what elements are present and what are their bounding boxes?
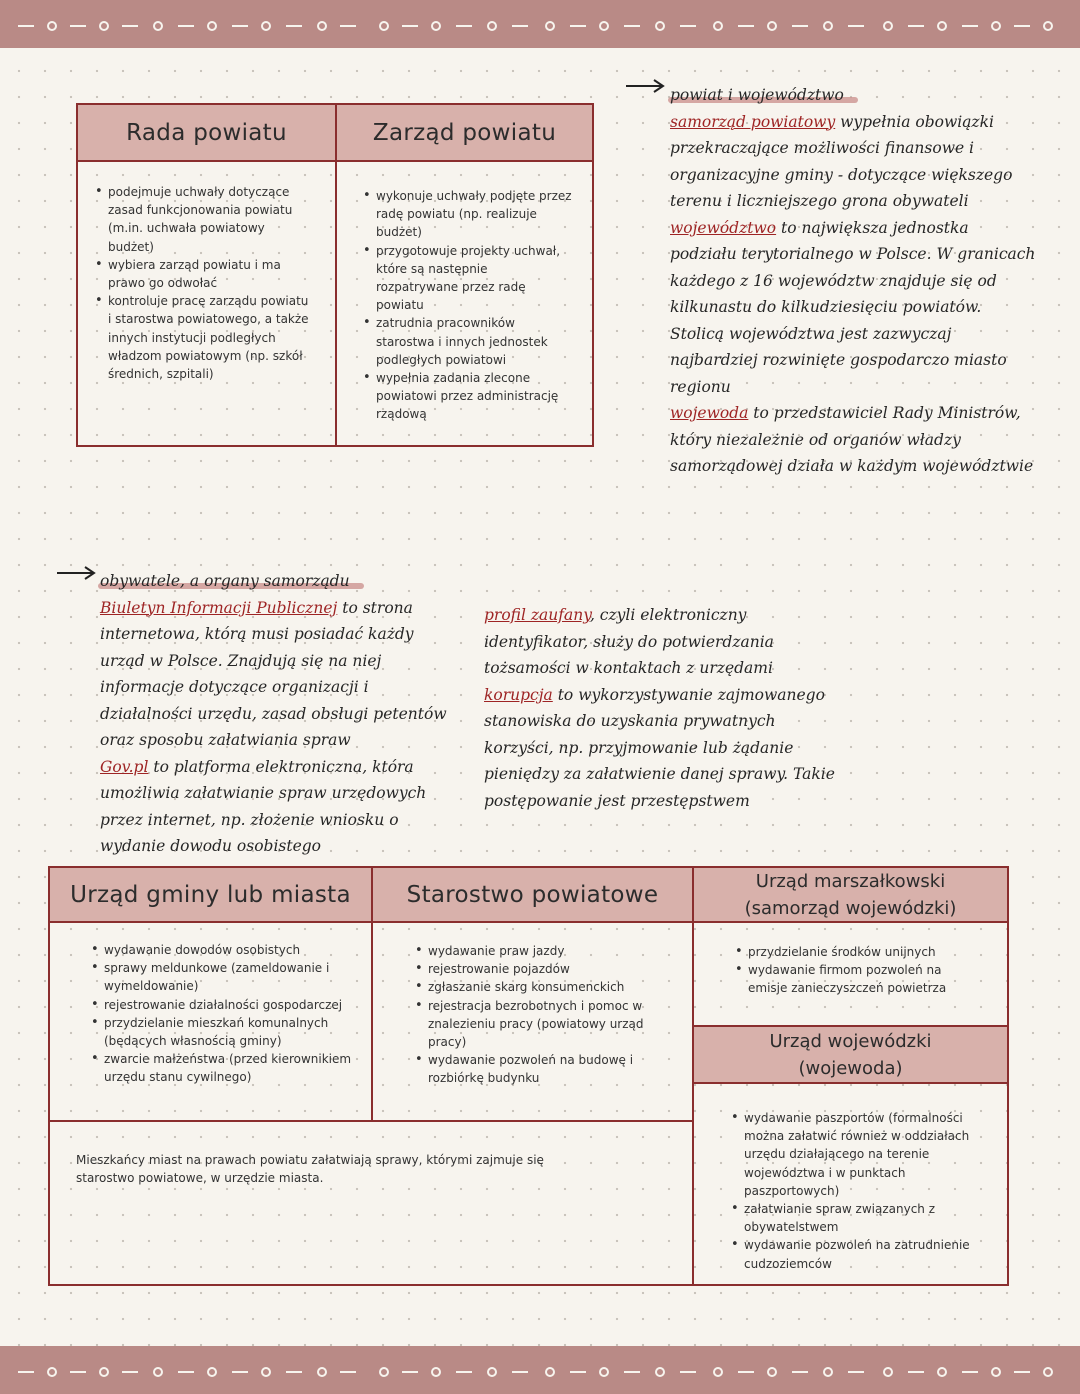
term: województwo [670, 218, 777, 237]
list-item: • wydawanie pozwoleń na zatrudnienie cudzoziemców [744, 1236, 970, 1272]
header-urzad-wojewodzki [694, 1025, 1007, 1084]
bottom-decorative-band [0, 1346, 1080, 1394]
term: Biuletyn Informacji Publicznej [100, 598, 338, 617]
term: Gov.pl [100, 757, 149, 776]
arrow-icon [55, 565, 99, 581]
list-item: • przydzielanie mieszkań komunalnych (będących własnością gminy) [104, 1014, 355, 1050]
cell-starostwo-duties [414, 942, 682, 1088]
definition: , czyli elektroniczny identyfikator, służy do potwierdzania tożsamości w kontaktach z urzędami [484, 606, 774, 677]
header-urzad-marszalkowski [694, 868, 1007, 923]
header-zarzad-powiatu [337, 105, 592, 162]
cell-marszalek-duties [734, 943, 984, 998]
paragraph [670, 109, 1040, 215]
header-marszalek-label: Urząd marszałkowski (samorząd wojewódzki) [744, 870, 957, 919]
list-item: • rejestracja bezrobotnych i pomoc w znalezieniu pracy (powiatowy urząd pracy) [428, 997, 682, 1052]
definition: to wykorzystywanie zajmowanego stanowiska do uzyskania prywatnych korzyści, np. przyjmowanie lub żądanie pieniędzy za załatwienie danej sprawy. Takie postępowanie jest przestępstwem [484, 685, 835, 810]
note-profil-korupcja [484, 602, 844, 814]
table-divider [371, 868, 373, 1122]
paragraph [100, 595, 450, 754]
definition: to największa jednostka podziału terytorialnego w Polsce. W granicach każdego z 16 województw znajduje się od kilkunastu do kilkudziesięciu powiatów. Stolicą województwa jest zazwyczaj najbardziej rozwinięte gospodarczo miasto regionu [670, 218, 1036, 396]
term: wojewoda [670, 404, 749, 422]
list-item: • kontroluje pracę zarządu powiatu i starostwa powiatowego, a także innych instytucji podległych władzom powiatowym (np. szkół średnich, szpitali) [108, 292, 314, 383]
list-item: • załatwianie spraw związanych z obywatelstwem [744, 1200, 970, 1236]
header-starostwo [373, 868, 692, 923]
list-item: • zgłaszanie skarg konsumenckich [428, 978, 682, 996]
header-starostwo-label: Starostwo powiatowe [406, 881, 659, 908]
header-rada-label: Rada powiatu [126, 119, 287, 146]
paragraph [484, 602, 844, 682]
note-powiat-wojewodztwo [670, 82, 1040, 480]
cell-wojewoda-duties [730, 1109, 970, 1273]
list-item: • wykonuje uchwały podjęte przez radę powiatu (np. realizuje budżet) [376, 187, 572, 242]
header-zarzad-label: Zarząd powiatu [372, 119, 557, 146]
list-item: • rejestrowanie pojazdów [428, 960, 682, 978]
top-band-pattern [0, 0, 1080, 48]
paragraph [670, 400, 1040, 480]
paragraph [100, 754, 450, 860]
term: profil zaufany [484, 606, 590, 624]
list-item: • sprawy meldunkowe (zameldowanie i wymeldowanie) [104, 959, 355, 995]
definition: to strona internetowa, którą musi posiadać każdy urząd w Polsce. Znajdują się na niej informacje dotyczące organizacji i działalności urzędu, zasad obsługi petentów oraz sposobu załatwiania spraw [100, 598, 447, 749]
paragraph [484, 682, 844, 815]
list-item: • zatrudnia pracowników starostwa i innych jednostek podległych powiatowi [376, 314, 572, 369]
list-item: • wydawanie dowodów osobistych [104, 941, 355, 959]
note-heading: powiat i województwo [670, 82, 844, 109]
cell-zarzad-duties [362, 187, 572, 424]
list-item: • wydawanie praw jazdy [428, 942, 682, 960]
list-item: • rejestrowanie działalności gospodarczej [104, 996, 355, 1014]
header-urzad-gminy [50, 868, 371, 923]
cell-rada-duties [94, 183, 314, 383]
list-item: • przydzielanie środków unijnych [748, 943, 984, 961]
list-item: • wydawanie paszportów (formalności można załatwić również w oddziałach urzędu działającego na terenie województwa i w punktach paszportowych) [744, 1109, 970, 1200]
bottom-band-pattern [0, 1346, 1080, 1394]
list-item: • wypełnia zadania zlecone powiatowi przez administrację rządową [376, 369, 572, 424]
list-item: • podejmuje uchwały dotyczące zasad funkcjonowania powiatu (m.in. uchwała powiatowy budżet) [108, 183, 314, 256]
list-item: • wydawanie firmom pozwoleń na emisje zanieczyszczeń powietrza [748, 961, 984, 997]
table-divider [50, 1120, 694, 1122]
list-item: • wydawanie pozwoleń na budowę i rozbiórkę budynku [428, 1051, 682, 1087]
table-urzedy [48, 866, 1009, 1286]
definition: wypełnia obowiązki przekraczające możliwości finansowe i organizacyjne gminy - dotyczące większego terenu i liczniejszego grona obywateli [670, 112, 1013, 210]
term: korupcja [484, 685, 553, 704]
header-gmina-label: Urząd gminy lub miasta [70, 881, 351, 908]
header-rada-powiatu [78, 105, 335, 162]
paragraph [670, 215, 1040, 401]
table-powiat [76, 103, 594, 447]
note-heading: obywatele, a organy samorządu [100, 568, 350, 595]
arrow-icon [624, 78, 668, 94]
cell-gmina-duties [90, 941, 355, 1087]
definition: to przedstawiciel Rady Ministrów, który niezależnie od organów władzy samorządowej działa w każdym województwie [670, 404, 1034, 475]
list-item: • zwarcie małżeństwa (przed kierownikiem urzędu stanu cywilnego) [104, 1050, 355, 1086]
table-divider [335, 105, 337, 445]
top-decorative-band [0, 0, 1080, 48]
header-wojewoda-label: Urząd wojewódzki (wojewoda) [769, 1030, 932, 1079]
table-footnote: Mieszkańcy miast na prawach powiatu załatwiają sprawy, którymi zajmuje się starostwo powiatowe, w urzędzie miasta. [76, 1153, 544, 1186]
list-item: • przygotowuje projekty uchwał, które są następnie rozpatrywane przez radę powiatu [376, 242, 572, 315]
note-obywatele [100, 568, 450, 860]
term: samorząd powiatowy [670, 112, 836, 131]
definition: to platforma elektroniczna, która umożliwia załatwianie spraw urzędowych przez internet, np. złożenie wniosku o wydanie dowodu osobistego [100, 757, 427, 855]
list-item: • wybiera zarząd powiatu i ma prawo go odwołać [108, 256, 314, 292]
